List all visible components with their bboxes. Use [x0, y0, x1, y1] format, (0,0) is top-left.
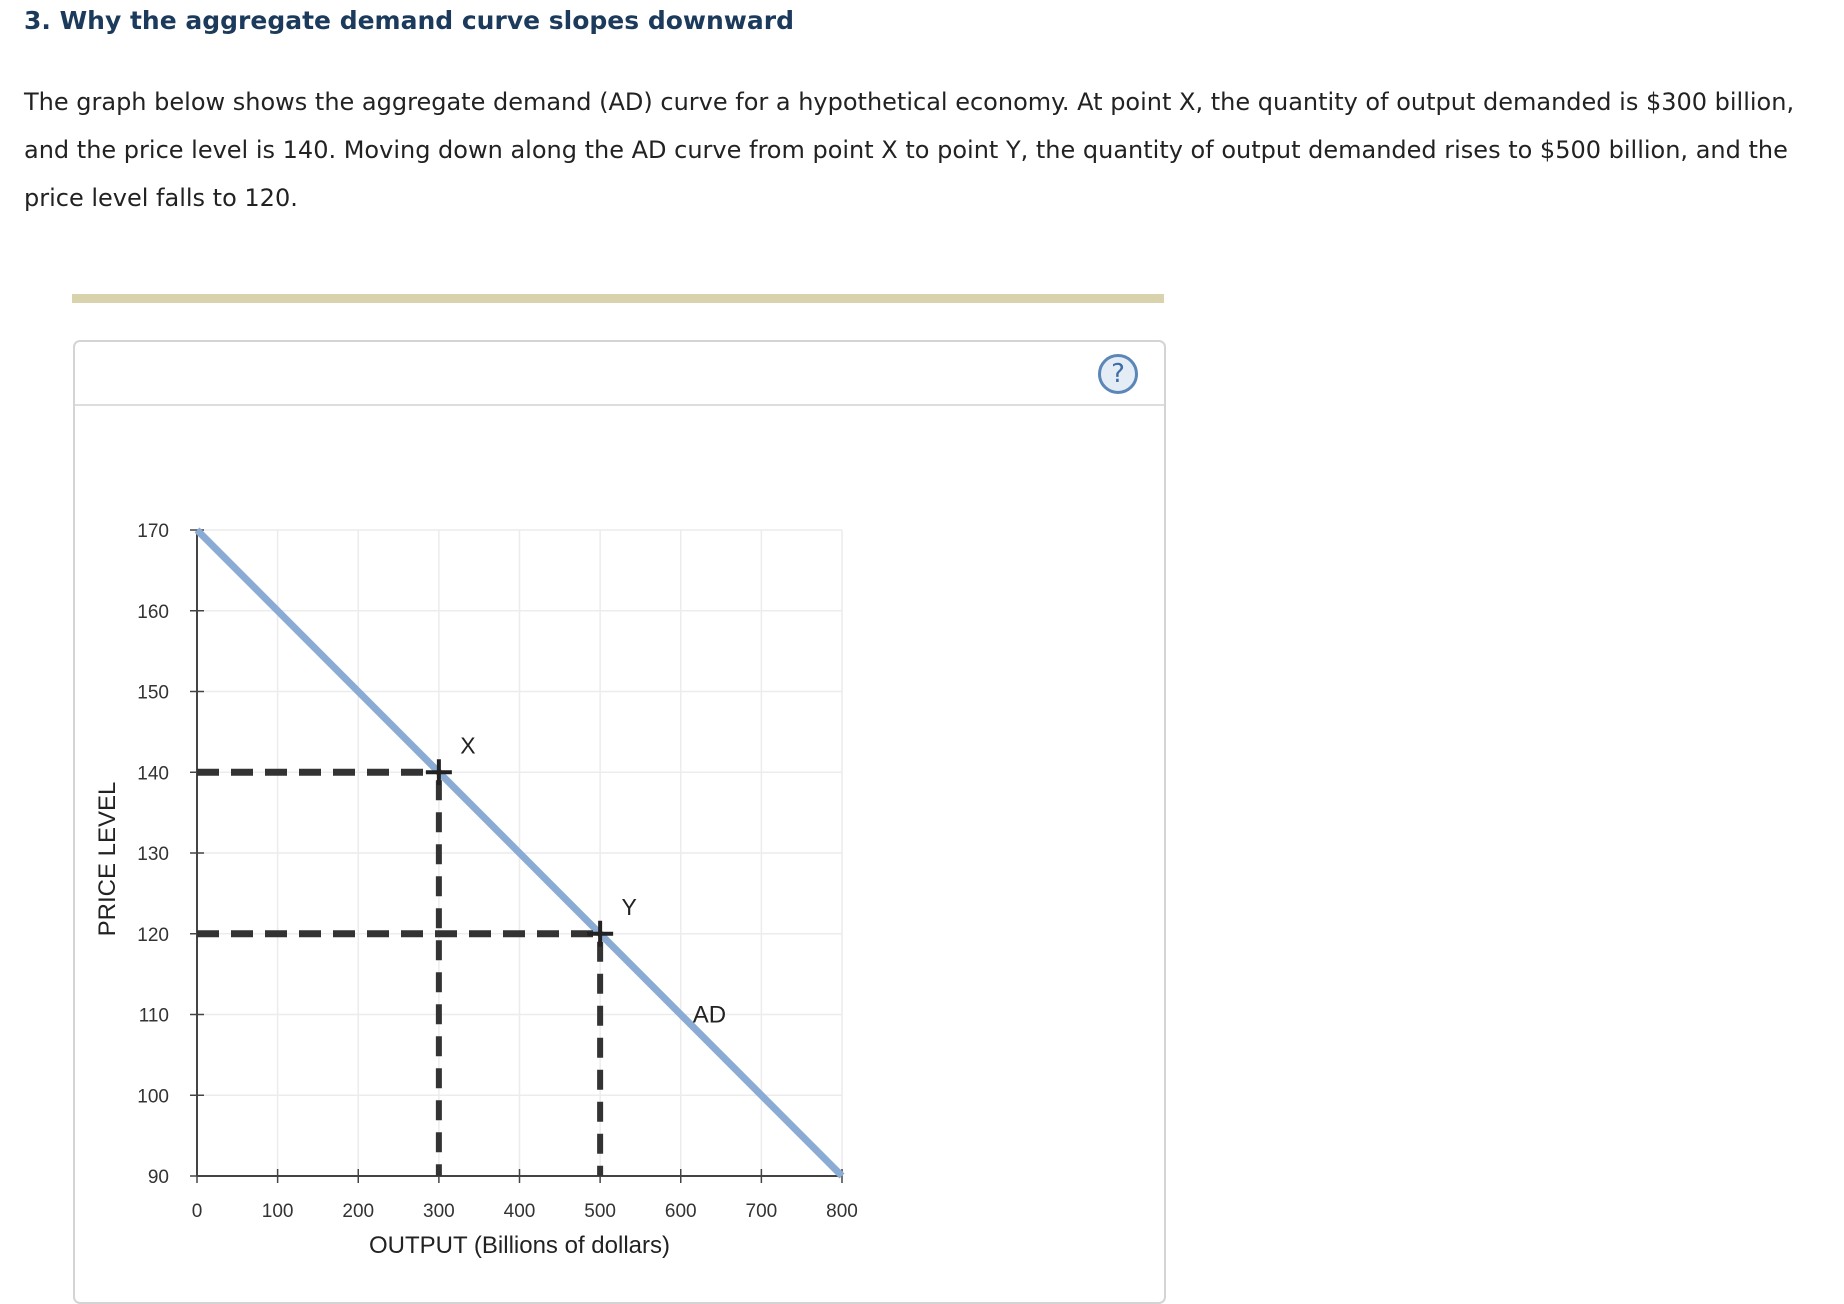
y-tick-label: 160	[137, 601, 169, 623]
point-x-label: X	[460, 732, 476, 759]
x-tick-label: 200	[342, 1201, 375, 1222]
question-circle-icon: ?	[1111, 359, 1125, 389]
x-tick-label: 700	[745, 1201, 778, 1222]
y-tick-label: 150	[137, 682, 169, 704]
y-tick-label: 140	[137, 763, 169, 785]
y-axis-title: PRICE LEVEL	[94, 781, 121, 937]
y-tick-label: 120	[137, 924, 169, 946]
x-tick-label: 100	[261, 1201, 294, 1222]
y-tick-label: 90	[147, 1167, 169, 1188]
x-tick-label: 500	[584, 1201, 616, 1222]
point-y-label: Y	[621, 893, 637, 920]
x-axis-title: OUTPUT (Billions of dollars)	[369, 1232, 670, 1259]
x-tick-label: 600	[664, 1201, 697, 1222]
x-tick-label: 0	[191, 1201, 203, 1222]
x-tick-label: 300	[423, 1201, 455, 1222]
question-intro: The graph below shows the aggregate demand (AD) curve for a hypothetical economy. At point X, the quantity of output demanded is $300 billion, and the price level is 140. Moving down along the AD curve from point X to point Y, the quantity of output demanded rises to $500 billion, and the price level falls to 120.	[24, 88, 1795, 212]
y-tick-label: 100	[137, 1086, 169, 1108]
x-tick-label: 800	[826, 1201, 858, 1222]
ad-curve-label: AD	[692, 1001, 727, 1029]
question-heading: 3. Why the aggregate demand curve slopes downward	[24, 6, 794, 35]
y-tick-label: 130	[137, 844, 169, 865]
y-tick-label: 170	[137, 521, 169, 542]
x-tick-label: 400	[503, 1201, 536, 1222]
y-tick-label: 110	[138, 1005, 169, 1027]
